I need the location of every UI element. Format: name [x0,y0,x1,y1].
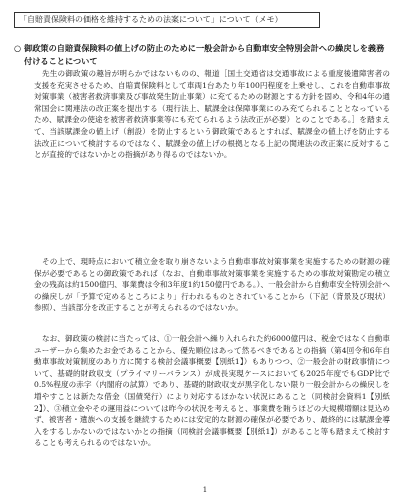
paragraph-1: 先生の御政策の趣旨が明らかではないものの、報道［国土交通省は交通事故による重度後遺障害者の支援を充実させるため、自賠責保険料として車両1台あたり年100円程度を上乗せし、これを自動車事故対策事業（被害者救済事業及び事故発生防止事業）に充てるための財源とする方針を固め、令和4年の通常国会に関連法の改正案を提出する（現行法上、賦課金は保障事業にのみ充てられることとなっているため、賦課金の使途を被害者救済事業等にも充てられるよう法改正が必要）とのことである。］を踏まえて、当該賦課金の値上げ（創設）を防止するという御政策であるとすれば、賦課金の値上げを防止する法改正について検討するのではなく、賦課金の値上げの根拠となる上記の関連法の改正案に反対することが直接的ではないかとの指摘があり得るのではないか。 [34,69,390,160]
page-number: 1 [202,486,208,494]
section-heading [14,42,386,67]
document-title: 「自賠責保険料の価格を維持するための法案について」について（メモ） [14,12,320,28]
section-heading-text: 御政策の自賠責保険料の値上げの防止のために一般会計から自動車安全特別会計への繰戻しを義務付けることについて [24,43,385,66]
paragraph-3: なお、御政策の検討に当たっては、①一般会計へ繰り入れられた約6000億円は、税金ではなく自動車ユーザーから集めたお金であることから、優先順位はあって然るべきであるとの指摘（第4回令和6年自動車事故対策制度のあり方に関する検討会議事概要【別紙1】）もありつつ、②一般会計の財政事情について、基礎的財政収支（プライマリーバランス）が成長実現ケースにおいても2025年度でもGDP比で0.5%程度の赤字（内閣府の試算）であり、基礎的財政収支が黒字化しない限り一般会計からの繰戻しを増やすことは新たな借金（国債発行）により対応するほかない状況にあること（同検討会資料1【別紙2】）、③積立金やその運用益については昨今の状況を考えると、事業費を賄うほどの大規模増額は見込めず、被害者・遺族への支援を継続するためには安定的な財源の確保が必要であり、最終的には賦課金導入をするしかないのではないかとの指摘（同検討会議事概要【別紙1】）があること等も踏まえて検討することも考えられるのではないか。 [34,334,390,448]
paragraph-2: その上で、現時点において積立金を取り崩さないよう自動車事故対策事業を実施するための財源の確保が必要であるとの御政策であれば（なお、自動車事故対策事業を実施するための事故対策勘定の積立金の残高は約1500億円、事業費は令和3年度1約150億円である。）、一般会計から自動車安全特別会計への繰戻しが「予算で定めるところにより」行われるものとされていることから（下記（背景及び現状）参照）、当該部分を改正することが考えられるのではないか。 [34,257,390,313]
bullet-circle: ○ [14,43,22,53]
